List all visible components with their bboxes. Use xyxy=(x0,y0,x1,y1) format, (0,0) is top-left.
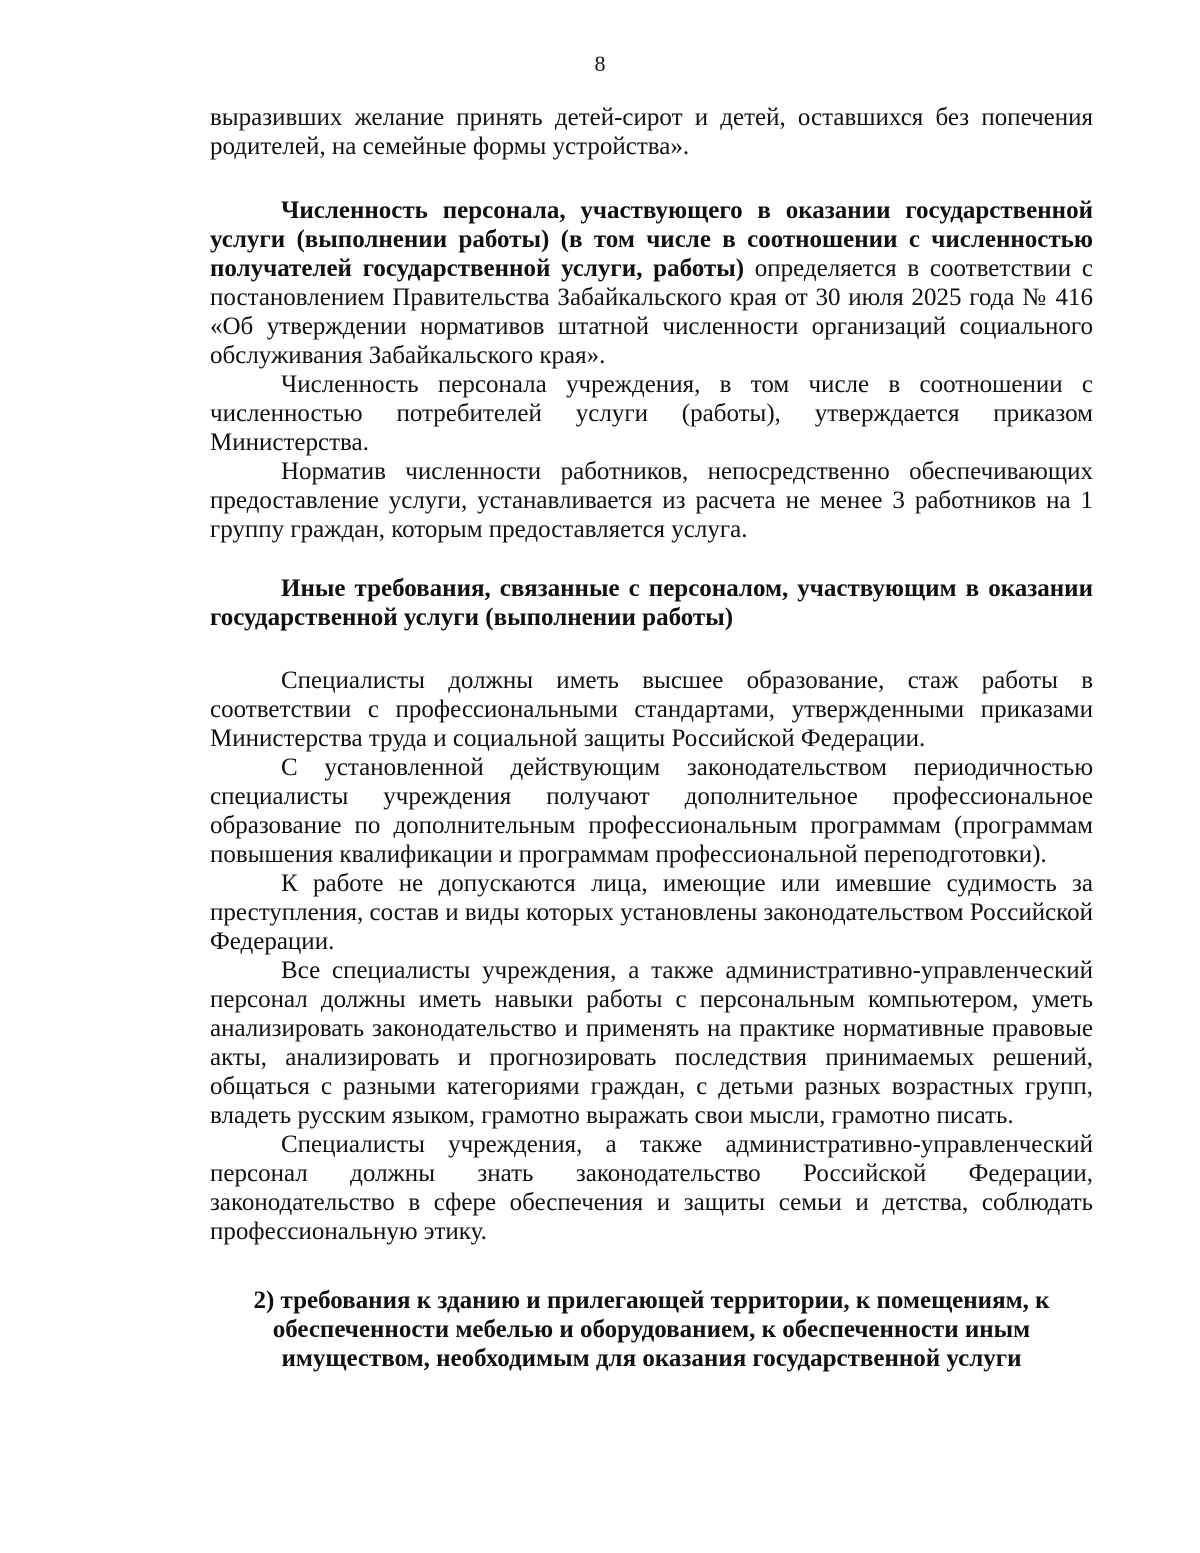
paragraph-staff-norm: Норматив численности работников, непосредственно обеспечивающих предоставление услуги, устанавливается из расчета не менее 3 работников на 1 группу граждан, которым предоставляется услуга. xyxy=(210,458,1093,543)
paragraph-staff-approval: Численность персонала учреждения, в том числе в соотношении с численностью потребителей услуги (работы), утверждается приказом Министерства. xyxy=(210,371,1093,456)
paragraph-staff-numbers-text: определяется в соответствии с постановлением Правительства Забайкальского края от 30 июля 2025 года № 416 «Об утверждении нормативов штатной численности организаций социального обслуживания Забайкальского края». xyxy=(210,255,1093,369)
paragraph-education: Специалисты должны иметь высшее образование, стаж работы в соответствии с профессиональными стандартами, утвержденными приказами Министерства труда и социальной защиты Российской Федерации. xyxy=(210,667,1093,752)
paragraph-knowledge: Специалисты учреждения, а также административно-управленческий персонал должны знать законодательство Российской Федерации, законодательство в сфере обеспечения и защиты семьи и детства, соблюдать профессиональную этику. xyxy=(210,1131,1093,1245)
paragraph-staff-numbers xyxy=(210,196,1093,370)
paragraph-training: С установленной действующим законодательством периодичностью специалисты учреждения получают дополнительное профессиональное образование по дополнительным профессиональным программам (программам повышения квалификации и программам профессиональной переподготовки). xyxy=(210,754,1093,868)
paragraph-skills: Все специалисты учреждения, а также административно-управленческий персонал должны иметь навыки работы с персональным компьютером, уметь анализировать законодательство и применять на практике нормативные правовые акты, анализировать и прогнозировать последствия принимаемых решений, общаться с разными категориями граждан, с детьми разных возрастных групп, владеть русским языком, грамотно выражать свои мысли, грамотно писать. xyxy=(210,957,1093,1129)
document-body xyxy=(210,103,1093,1373)
section-heading-staff-requirements: Иные требования, связанные с персоналом, участвующим в оказании государственной услуги (выполнении работы) xyxy=(210,575,1093,631)
paragraph-criminal-record: К работе не допускаются лица, имеющие или имевшие судимость за преступления, состав и виды которых установлены законодательством Российской Федерации. xyxy=(210,870,1093,955)
page-number: 8 xyxy=(594,51,606,76)
paragraph-staff-numbers-bold: Численность персонала, участвующего в оказании государственной услуги (выполнении работы) (в том числе в соотношении с численностью получателей государственной услуги, работы) xyxy=(210,197,1093,282)
paragraph-continuation: выразивших желание принять детей-сирот и детей, оставшихся без попечения родителей, на семейные формы устройства». xyxy=(210,104,1093,160)
section-heading-building-requirements: 2) требования к зданию и прилегающей территории, к помещениям, к обеспеченности мебелью и оборудованием, к обеспеченности иным имуществом, необходимым для оказания государственной услуги xyxy=(253,1287,1050,1372)
